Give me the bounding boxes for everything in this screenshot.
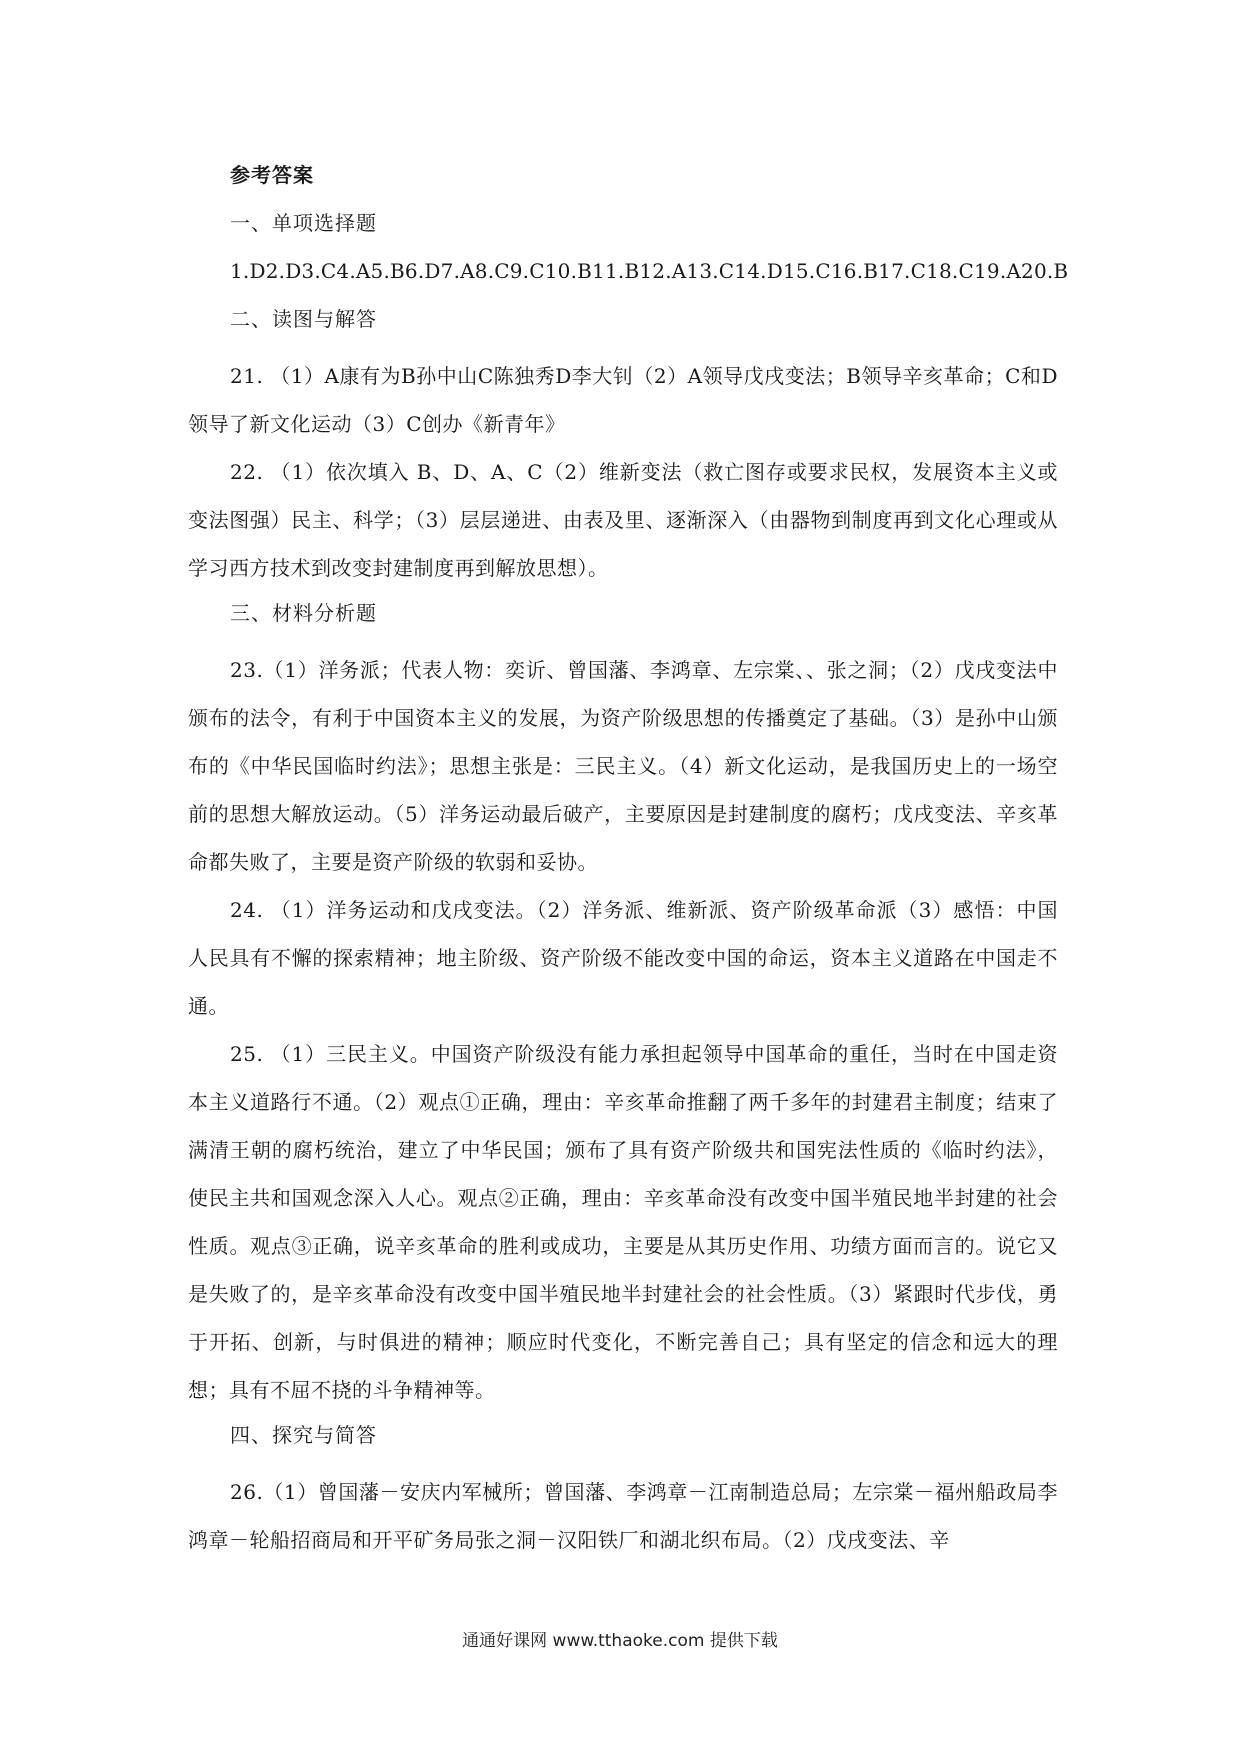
section-heading-3: 三、材料分析题 — [230, 601, 377, 625]
answer-23: 23.（1）洋务派；代表人物：奕䜣、曾国藩、李鸿章、左宗棠、、张之洞；（2）戊戌变法中颁布的法令，有利于中国资本主义的发展，为资产阶级思想的传播奠定了基础。（3）是孙中山颁布的《中华民国临时约法》；思想主张是：三民主义。（4）新文化运动，是我国历史上的一场空前的思想大解放运动。（5）洋务运动最后破产，主要原因是封建制度的腐朽；戊戌变法、辛亥革命都失败了，主要是资产阶级的软弱和妥协。 — [188, 658, 1058, 874]
page-title: 参考答案 — [230, 163, 314, 187]
answer-24: 24. （1）洋务运动和戊戌变法。（2）洋务派、维新派、资产阶级革命派（3）感悟：中国人民具有不懈的探索精神；地主阶级、资产阶级不能改变中国的命运，资本主义道路在中国走不通。 — [188, 898, 1058, 1018]
answer-25: 25. （1）三民主义。中国资产阶级没有能力承担起领导中国革命的重任，当时在中国走资本主义道路行不通。（2）观点①正确，理由：辛亥革命推翻了两千多年的封建君主制度；结束了满清王朝的腐朽统治，建立了中华民国；颁布了具有资产阶级共和国宪法性质的《临时约法》，使民主共和国观念深入人心。观点②正确，理由：辛亥革命没有改变中国半殖民地半封建的社会性质。观点③正确，说辛亥革命的胜利或成功，主要是从其历史作用、功绩方面而言的。说它又是失败了的，是辛亥革命没有改变中国半殖民地半封建社会的社会性质。（3）紧跟时代步伐，勇于开拓、创新，与时俱进的精神；顺应时代变化，不断完善自己；具有坚定的信念和远大的理想；具有不屈不挠的斗争精神等。 — [188, 1042, 1058, 1402]
answer-22: 22. （1）依次填入 B、D、A、C（2）维新变法（救亡图存或要求民权，发展资本主义或变法图强）民主、科学；（3）层层递进、由表及里、逐渐深入（由器物到制度再到文化心理或从学习西方技术到改变封建制度再到解放思想）。 — [188, 460, 1058, 580]
section-heading-4: 四、探究与简答 — [230, 1423, 377, 1447]
answer-26: 26.（1）曾国藩－安庆内军械所；曾国藩、李鸿章－江南制造总局；左宗棠－福州船政局李鸿章－轮船招商局和开平矿务局张之洞－汉阳铁厂和湖北织布局。（2）戊戌变法、辛 — [188, 1480, 1058, 1552]
answer-21: 21. （1）A康有为B孙中山C陈独秀D李大钊（2）A领导戊戌变法；B领导辛亥革命；C和D领导了新文化运动（3）C创办《新青年》 — [188, 364, 1058, 436]
section-heading-1: 一、单项选择题 — [230, 211, 377, 235]
multiple-choice-answers: 1.D2.D3.C4.A5.B6.D7.A8.C9.C10.B11.B12.A13.C14.D15.C16.B17.C18.C19.A20.B — [230, 259, 1069, 283]
page-footer: 通通好课网 www.tthaoke.com 提供下载 — [462, 1631, 778, 1651]
answer-content — [188, 160, 1069, 1564]
section-heading-2: 二、读图与解答 — [230, 307, 377, 331]
